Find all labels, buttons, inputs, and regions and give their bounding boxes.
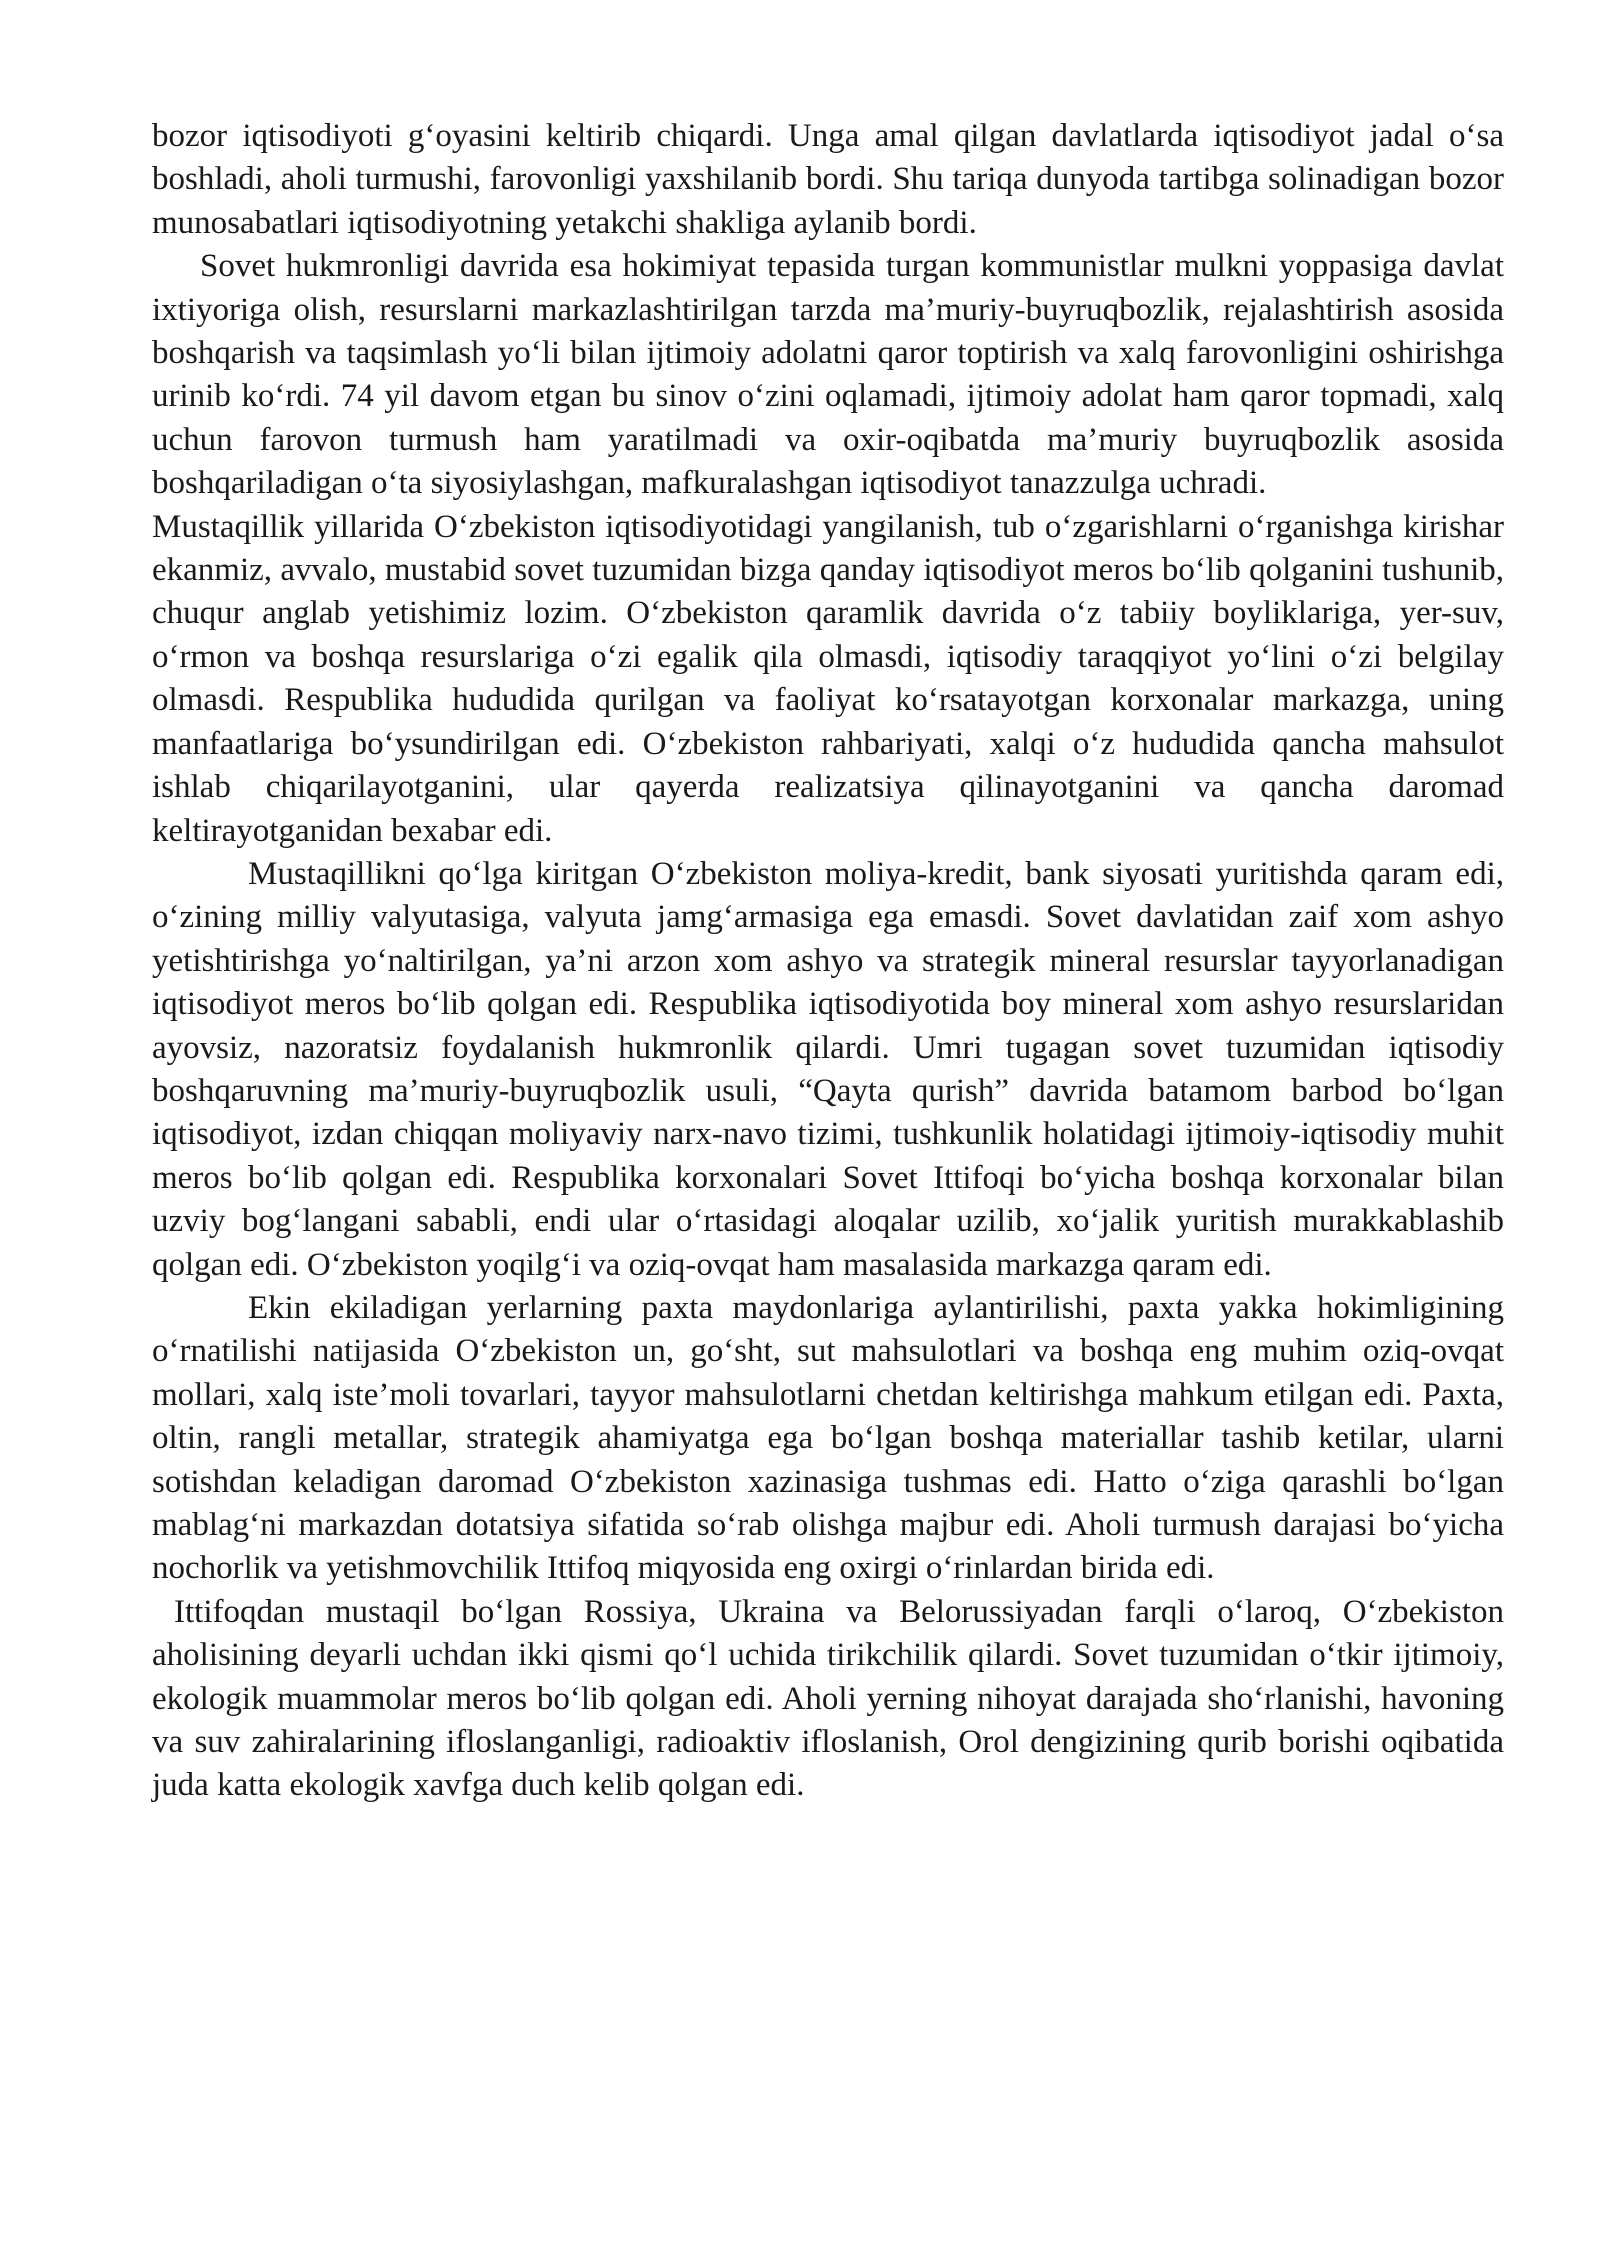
paragraph-4: Mustaqillikni qo‘lga kiritgan O‘zbekiston moliya-kredit, bank siyosati yuritishda qaram edi, o‘zining milliy valyutasiga, valyuta jamg‘armasiga ega emasdi. Sovet davlatidan zaif xom ashyo yetishtirishga yo‘naltirilgan, ya’ni arzon xom ashyo va strategik mineral resurslar tayyorlanadigan iqtisodiyot meros bo‘lib qolgan edi. Respublika iqtisodiyotida boy mineral xom ashyo resurslaridan ayovsiz, nazoratsiz foydalanish hukmronlik qilardi. Umri tugagan sovet tuzumidan iqtisodiy boshqaruvning ma’muriy-buyruqbozlik usuli, “Qayta qurish” davrida batamom barbod bo‘lgan iqtisodiyot, izdan chiqqan moliyaviy narx-navo tizimi, tushkunlik holatidagi ijtimoiy-iqtisodiy muhit meros bo‘lib qolgan edi. Respublika korxonalari Sovet Ittifoqi bo‘yicha boshqa korxonalar bilan uzviy bog‘langani sababli, endi ular o‘rtasidagi aloqalar uzilib, xo‘jalik yuritish murakkablashib qolgan edi. O‘zbekiston yoqilg‘i va oziq-ovqat ham masalasida markazga qaram edi. bbox=[152, 855, 1504, 1283]
document-page bbox=[152, 115, 1504, 1808]
paragraph-6: Ittifoqdan mustaqil bo‘lgan Rossiya, Ukraina va Belorussiyadan farqli o‘laroq, O‘zbekiston aholisining deyarli uchdan ikki qismi qo‘l uchida tirikchilik qilardi. Sovet tuzumidan o‘tkir ijtimoiy, ekologik muammolar meros bo‘lib qolgan edi. Aholi yerning nihoyat darajada sho‘rlanishi, havoning va suv zahiralarining ifloslanganligi, radioaktiv ifloslanish, Orol dengizining qurib borishi oqibatida juda katta ekologik xavfga duch kelib qolgan edi. bbox=[152, 1593, 1504, 1804]
paragraph-3: Mustaqillik yillarida O‘zbekiston iqtisodiyotidagi yangilanish, tub o‘zgarishlarni o‘rganishga kirishar ekanmiz, avvalo, mustabid sovet tuzumidan bizga qanday iqtisodiyot meros bo‘lib qolganini tushunib, chuqur anglab yetishimiz lozim. O‘zbekiston qaramlik davrida o‘z tabiiy boyliklariga, yer-suv, o‘rmon va boshqa resurslariga o‘zi egalik qila olmasdi, iqtisodiy taraqqiyot yo‘lini o‘zi belgilay olmasdi. Respublika hududida qurilgan va faoliyat ko‘rsatayotgan korxonalar markazga, uning manfaatlariga bo‘ysundirilgan edi. O‘zbekiston rahbariyati, xalqi o‘z hududida qancha mahsulot ishlab chiqarilayotganini, ular qayerda realizatsiya qilinayotganini va qancha daromad keltirayotganidan bexabar edi. bbox=[152, 508, 1504, 849]
paragraph-1: bozor iqtisodiyoti g‘oyasini keltirib chiqardi. Unga amal qilgan davlatlarda iqtisodiyot jadal o‘sa boshladi, aholi turmushi, farovonligi yaxshilanib bordi. Shu tariqa dunyoda tartibga solinadigan bozor munosabatlari iqtisodiyotning yetakchi shakliga aylanib bordi. bbox=[152, 118, 1504, 241]
paragraph-5: Ekin ekiladigan yerlarning paxta maydonlariga aylantirilishi, paxta yakka hokimligining o‘rnatilishi natijasida O‘zbekiston un, go‘sht, sut mahsulotlari va boshqa eng muhim oziq-ovqat mollari, xalq iste’moli tovarlari, tayyor mahsulotlarni chetdan keltirishga mahkum etilgan edi. Paxta, oltin, rangli metallar, strategik ahamiyatga ega bo‘lgan boshqa materiallar tashib ketilar, ularni sotishdan keladigan daromad O‘zbekiston xazinasiga tushmas edi. Hatto o‘ziga qarashli bo‘lgan mablag‘ni markazdan dotatsiya sifatida so‘rab olishga majbur edi. Aholi turmush darajasi bo‘yicha nochorlik va yetishmovchilik Ittifoq miqyosida eng oxirgi o‘rinlardan birida edi. bbox=[152, 1289, 1504, 1587]
paragraph-2: Sovet hukmronligi davrida esa hokimiyat tepasida turgan kommunistlar mulkni yoppasiga davlat ixtiyoriga olish, resurslarni markazlashtirilgan tarzda ma’muriy-buyruqbozlik, rejalashtirish asosida boshqarish va taqsimlash yo‘li bilan ijtimoiy adolatni qaror toptirish va xalq farovonligini oshirishga urinib ko‘rdi. 74 yil davom etgan bu sinov o‘zini oqlamadi, ijtimoiy adolat ham qaror topmadi, xalq uchun farovon turmush ham yaratilmadi va oxir-oqibatda ma’muriy buyruqbozlik asosida boshqariladigan o‘ta siyosiylashgan, mafkuralashgan iqtisodiyot tanazzulga uchradi. bbox=[152, 248, 1504, 502]
